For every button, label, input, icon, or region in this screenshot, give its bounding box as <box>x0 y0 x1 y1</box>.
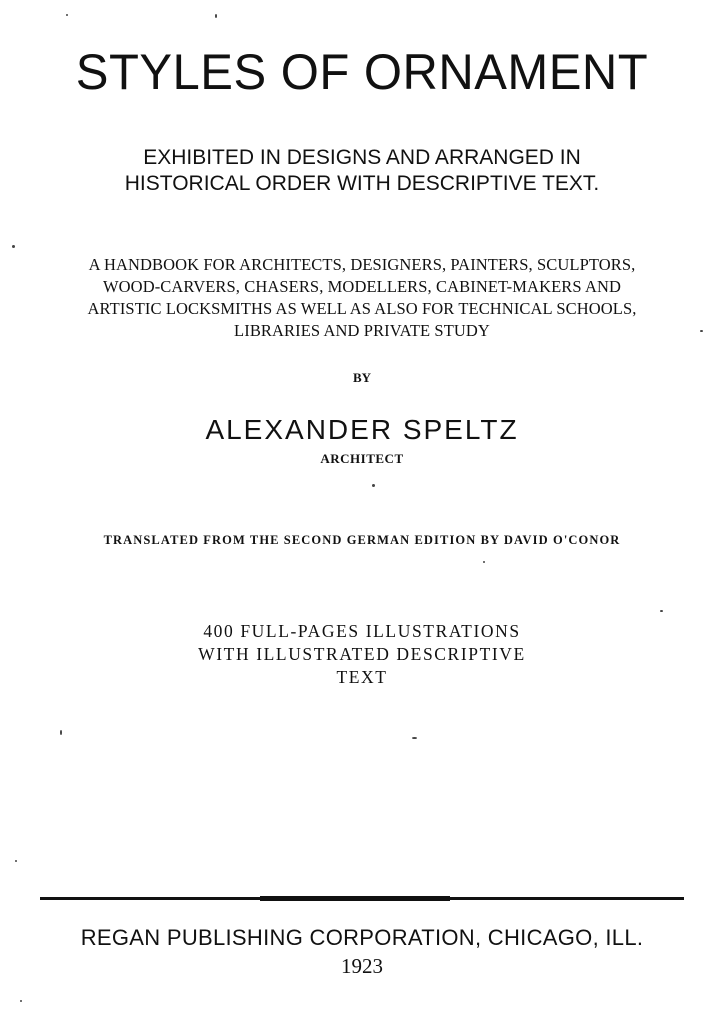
handbook-line-1: A HANDBOOK FOR ARCHITECTS, DESIGNERS, PAINTERS, SCULPTORS, <box>88 255 636 274</box>
scan-speck <box>215 14 217 18</box>
subtitle-line-2: HISTORICAL ORDER WITH DESCRIPTIVE TEXT. <box>124 172 600 195</box>
handbook-line-2: WOOD-CARVERS, CHASERS, MODELLERS, CABINET-MAKERS AND <box>102 277 622 296</box>
divider-rule-center <box>260 896 450 901</box>
scan-speck <box>483 561 485 563</box>
scan-speck <box>412 737 417 739</box>
handbook-line-4: LIBRARIES AND PRIVATE STUDY <box>234 321 490 340</box>
scan-speck <box>60 730 62 735</box>
publisher: REGAN PUBLISHING CORPORATION, CHICAGO, ILL. <box>80 925 644 950</box>
publication-year: 1923 <box>341 954 383 978</box>
author-title: ARCHITECT <box>320 451 404 466</box>
handbook-line-3: ARTISTIC LOCKSMITHS AS WELL AS ALSO FOR TECHNICAL SCHOOLS, <box>87 299 637 318</box>
illustrations-line-2: WITH ILLUSTRATED DESCRIPTIVE <box>198 644 526 664</box>
scan-speck <box>372 484 375 487</box>
scan-speck <box>12 245 15 248</box>
by-label: BY <box>352 370 372 385</box>
scan-speck <box>20 1000 22 1002</box>
scan-speck <box>66 14 68 16</box>
book-title: STYLES OF ORNAMENT <box>75 44 649 100</box>
scan-speck <box>15 860 17 862</box>
scan-speck <box>700 330 703 332</box>
subtitle-line-1: EXHIBITED IN DESIGNS AND ARRANGED IN <box>143 146 581 169</box>
author-name: ALEXANDER SPELTZ <box>205 414 519 445</box>
scan-speck <box>660 610 663 612</box>
illustrations-line-3: TEXT <box>336 667 388 687</box>
illustrations-line-1: 400 FULL-PAGES ILLUSTRATIONS <box>203 621 521 641</box>
translation-note: TRANSLATED FROM THE SECOND GERMAN EDITION BY DAVID O'CONOR <box>103 533 621 547</box>
